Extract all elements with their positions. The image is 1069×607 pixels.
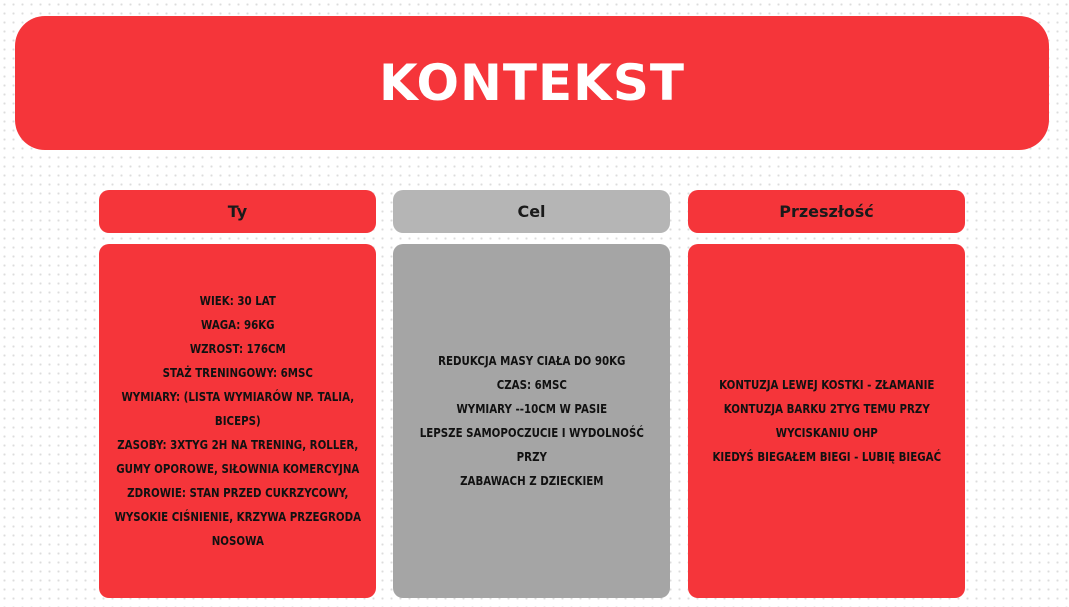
column-header-ty — [99, 190, 376, 233]
title-banner — [15, 16, 1049, 150]
text-line: GUMY OPOROWE, SIŁOWNIA KOMERCYJNA — [115, 461, 360, 476]
text-line: BICEPS) — [214, 413, 261, 428]
column-box-przeszlosc — [688, 244, 965, 598]
text-line: LEPSZE SAMOPOCZUCIE I WYDOLNOŚĆ PRZY — [419, 425, 644, 464]
text-line: WYMIARY: (LISTA WYMIARÓW NP. TALIA, — [121, 389, 354, 404]
text-line: WAGA: 96KG — [200, 317, 275, 332]
column-header-cel — [393, 190, 670, 233]
text-line: ZABAWACH Z DZIECKIEM — [459, 473, 604, 488]
text-line: WYMIARY --10CM W PASIE — [456, 401, 607, 416]
column-text-ty — [113, 289, 362, 553]
text-line: WIEK: 30 LAT — [199, 293, 276, 308]
column-text-cel — [407, 349, 656, 493]
column-box-cel — [393, 244, 670, 598]
column-box-ty — [99, 244, 376, 598]
text-line: WYCISKANIU OHP — [775, 425, 878, 440]
text-line: WZROST: 176CM — [189, 341, 286, 356]
text-line: REDUKCJA MASY CIAŁA DO 90KG — [437, 353, 626, 368]
page-title: KONTEKST — [379, 54, 685, 112]
column-text-przeszlosc — [702, 373, 951, 469]
column-header-label: Przeszłość — [779, 202, 874, 221]
text-line: ZDROWIE: STAN PRZED CUKRZYCOWY, — [126, 485, 349, 500]
text-line: STAŻ TRENINGOWY: 6MSC — [162, 365, 313, 380]
column-header-przeszlosc — [688, 190, 965, 233]
column-header-label: Cel — [517, 202, 546, 221]
text-line: KONTUZJA LEWEJ KOSTKI - ZŁAMANIE — [718, 377, 935, 392]
text-line: NOSOWA — [211, 533, 264, 548]
text-line: WYSOKIE CIŚNIENIE, KRZYWA PRZEGRODA — [114, 509, 361, 524]
text-line: KIEDYŚ BIEGAŁEM BIEGI - LUBIĘ BIEGAĆ — [712, 449, 941, 464]
column-header-label: Ty — [227, 202, 248, 221]
text-line: KONTUZJA BARKU 2TYG TEMU PRZY — [723, 401, 930, 416]
text-line: CZAS: 6MSC — [496, 377, 567, 392]
text-line: ZASOBY: 3XTYG 2H NA TRENING, ROLLER, — [116, 437, 359, 452]
